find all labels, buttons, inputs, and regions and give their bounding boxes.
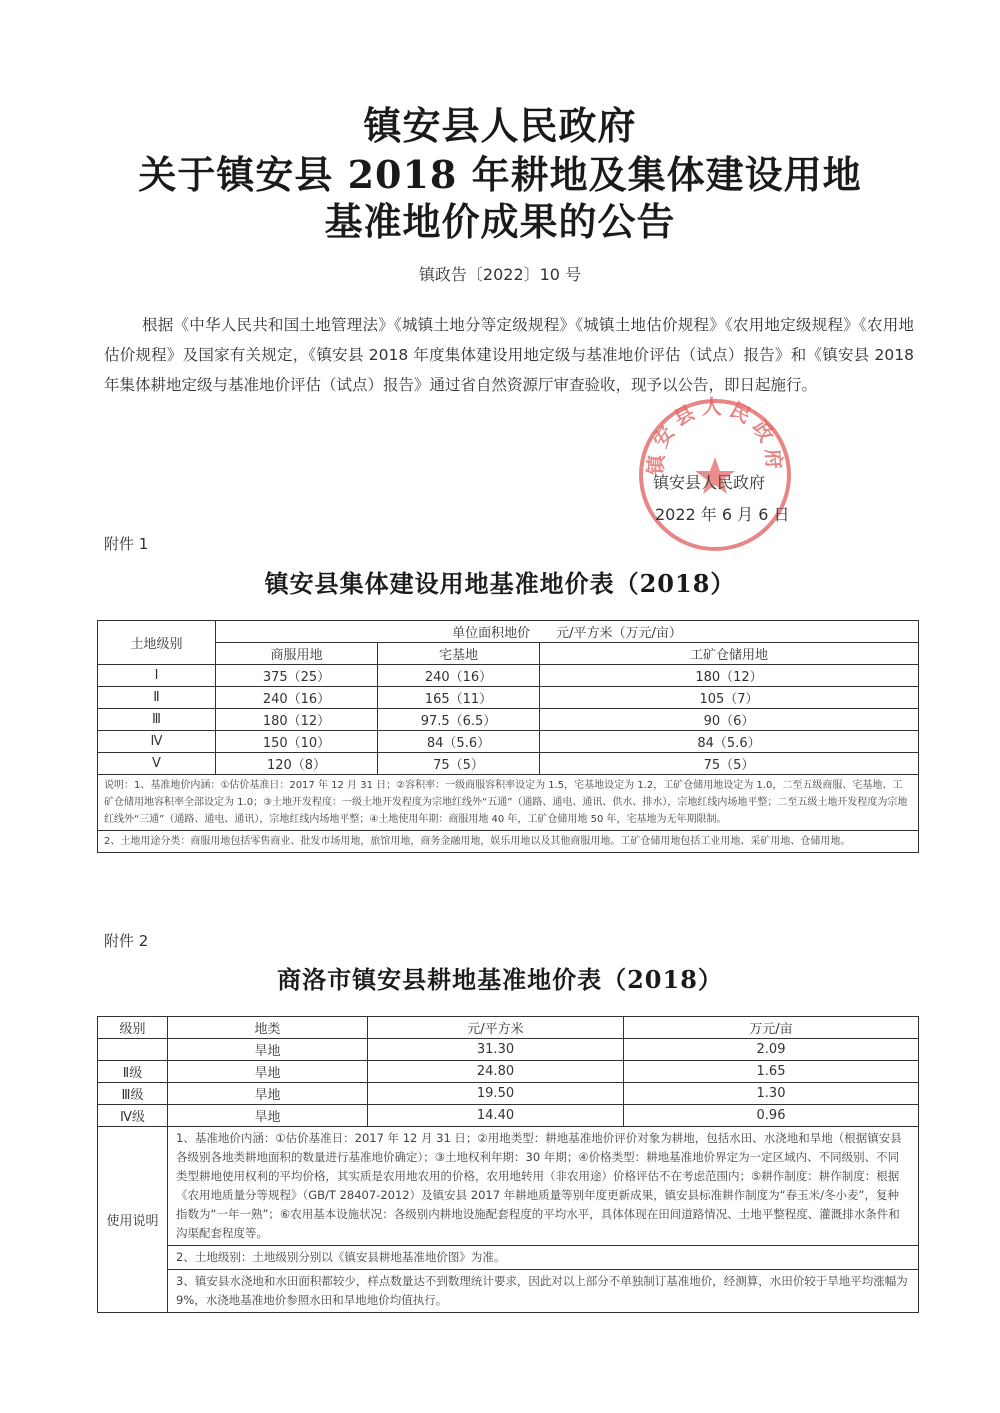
header-price-sqm: 元/平方米	[368, 1017, 624, 1039]
table-2-note-2: 2、土地级别：土地级别分别以《镇安县耕地基准地价图》为准。	[168, 1246, 919, 1270]
header-land-level: 土地级别	[98, 621, 216, 665]
signature-organization: 镇安县人民政府	[653, 473, 766, 492]
attachment-1-label: 附件 1	[104, 535, 149, 553]
svg-text:镇安县人民政府: 镇安县人民政府	[643, 395, 787, 476]
header-unit-price: 单位面积地价 元/平方米（万元/亩）	[216, 621, 919, 643]
table-row: Ⅱ 240（16） 165（11） 105（7）	[98, 687, 919, 709]
table-row: 旱地 31.30 2.09	[98, 1039, 919, 1061]
table-row: Ⅱ级 旱地 24.80 1.65	[98, 1061, 919, 1083]
title-line-1: 镇安县人民政府	[363, 103, 637, 148]
construction-land-price-table	[97, 620, 919, 853]
header-level: 级别	[98, 1017, 168, 1039]
table-2-note-1: 1、基准地价内涵：①估价基准日：2017 年 12 月 31 日；②用地类型：耕地基准地价评价对象为耕地，包括水田、水浇地和旱地（根据镇安县各级别各地类耕地面积的数量进行基准地价确定）；③土地权利年期：30 年期；④价格类型：耕地基准地价界定为一定区域内、不同级别、不同类型耕地使用权利的平均价格，其实质是农用地农用的价格，农用地转用（非农用途）价格评估不在考虑范围内；⑤耕作制度：耕作制度：根据《农用地质量分等规程》（GB/T 28407-2012）及镇安县 2017 年耕地质量等别年度更新成果，镇安县标准耕作制度为“春玉米/冬小麦”，复种指数为“一年一熟”；⑥农用基本设施状况：各级别内耕地设施配套程度的平均水平，具体体现在田间道路情况、土地平整程度、灌溉排水条件和沟渠配套程度等。	[168, 1127, 919, 1246]
table-row: Ⅴ 120（8） 75（5） 75（5）	[98, 753, 919, 775]
document-number: 镇政告〔2022〕10 号	[418, 265, 582, 284]
announcement-body: 根据《中华人民共和国土地管理法》《城镇土地分等定级规程》《城镇土地估价规程》《农用地定级规程》《农用地估价规程》及国家有关规定，《镇安县 2018 年度集体建设用地定级与基准地价评估（试点）报告》和《镇安县 2018 年集体耕地定级与基准地价评估（试点）报告》通过省自然资源厅审查验收，现予以公告，即日起施行。	[104, 316, 914, 394]
attachment-1-title: 镇安县集体建设用地基准地价表（2018）	[264, 569, 736, 598]
header-homestead: 宅基地	[378, 643, 540, 665]
header-industrial: 工矿仓储用地	[540, 643, 919, 665]
title-line-3: 基准地价成果的公告	[324, 199, 676, 244]
table-1-note-1: 说明：1、基准地价内涵：①估价基准日：2017 年 12 月 31 日；②容积率：一级商服容积率设定为 1.5，宅基地设定为 1.2，工矿仓储用地设定为 1.0，二至五级商服、宅基地、工矿仓储用地容积率全部设定为 1.0；③土地开发程度：一级土地开发程度为宗地红线外“五通”（通路、通电、通讯、供水、排水），宗地红线内场地平整；二至五级土地开发程度为宗地红线外“三通”（通路、通电、通讯），宗地红线内场地平整；④土地使用年期：商服用地 40 年，工矿仓储用地 50 年，宅基地为无年期限制。	[98, 775, 919, 831]
table-2-note-3: 3、镇安县水浇地和水田面积都较少，样点数量达不到数理统计要求，因此对以上部分不单独制订基准地价，经测算，水田价较于旱地平均涨幅为 9%，水浇地基准地价参照水田和旱地地价均值执行。	[168, 1270, 919, 1313]
header-price-mu: 万元/亩	[624, 1017, 919, 1039]
table-1-note-2: 2、土地用途分类：商服用地包括零售商业、批发市场用地，旅馆用地，商务金融用地，娱乐用地以及其他商服用地。工矿仓储用地包括工业用地、采矿用地、仓储用地。	[98, 831, 919, 853]
attachment-2-title: 商洛市镇安县耕地基准地价表（2018）	[277, 965, 723, 994]
usage-notes-label: 使用说明	[98, 1127, 168, 1313]
title-line-2: 关于镇安县 2018 年耕地及集体建设用地	[138, 152, 862, 197]
header-land-type: 地类	[168, 1017, 368, 1039]
signature-date: 2022 年 6 月 6 日	[655, 505, 790, 524]
table-row: Ⅳ级 旱地 14.40 0.96	[98, 1105, 919, 1127]
table-row: Ⅲ级 旱地 19.50 1.30	[98, 1083, 919, 1105]
table-row: Ⅳ 150（10） 84（5.6） 84（5.6）	[98, 731, 919, 753]
table-row: Ⅲ 180（12） 97.5（6.5） 90（6）	[98, 709, 919, 731]
header-commercial: 商服用地	[216, 643, 378, 665]
farmland-price-table	[97, 1016, 919, 1313]
table-row: Ⅰ 375（25） 240（16） 180（12）	[98, 665, 919, 687]
attachment-2-label: 附件 2	[104, 932, 149, 950]
